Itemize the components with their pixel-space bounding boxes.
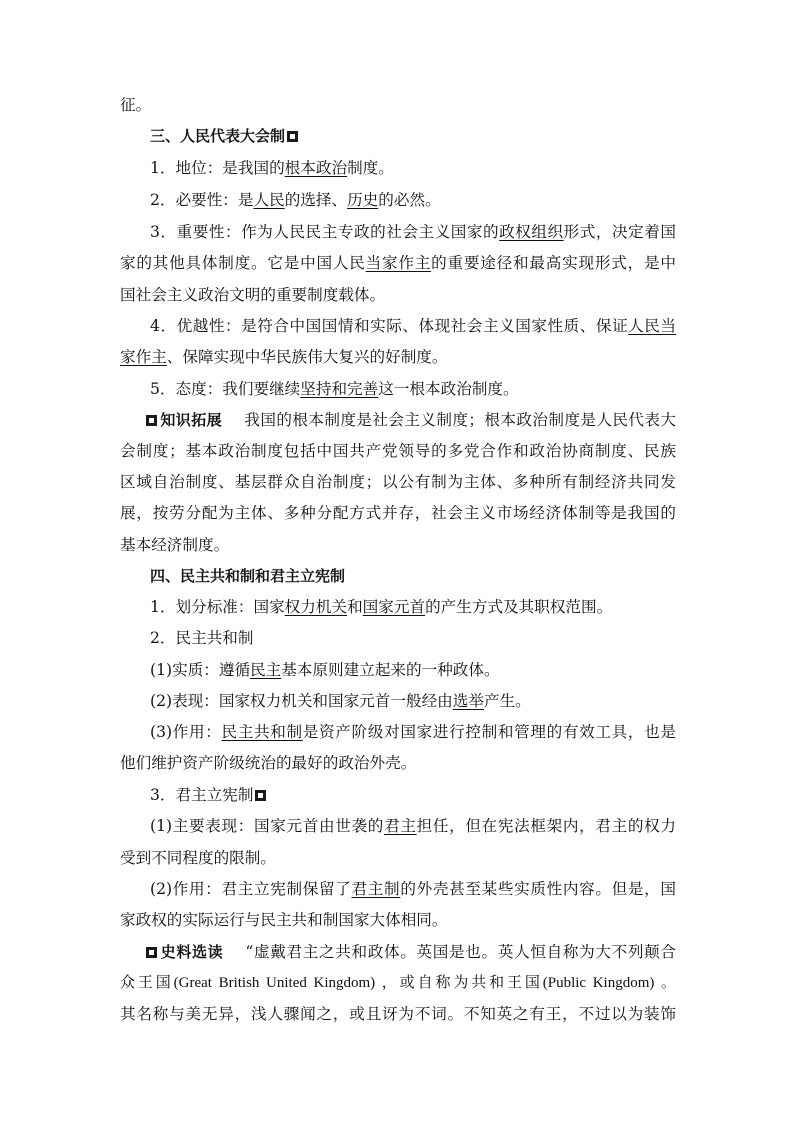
text-segment: 基本原则建立起来的一种政体。	[281, 661, 500, 679]
square-marker-icon	[146, 947, 157, 958]
heading-text: 四、民主共和制和君主立宪制	[150, 567, 346, 585]
text-segment: 1．地位：是我国的	[150, 159, 285, 177]
text-segment: 会制度；基本政治制度包括中国共产党领导的多党合作和政治协商制度、民族	[120, 442, 676, 460]
text-line	[120, 968, 676, 998]
square-marker-icon	[146, 415, 157, 426]
underlined-keyword: 家作主	[120, 348, 167, 366]
text-segment: 众王国(Great British United Kingdom) ，或自称为共和王国(Public Kingdom) 。	[120, 975, 676, 991]
text-segment: 是资产阶级对国家进行控制和管理的有效工具，也是	[302, 723, 676, 741]
text-line	[120, 748, 676, 778]
text-segment: 展，按劳分配为主体、多种分配方式并存，社会主义市场经济体制等是我国的	[120, 504, 676, 522]
text-segment: 家的其他具体制度。它是中国人民	[120, 254, 366, 272]
text-line	[150, 655, 676, 685]
text-segment: (3)作用：	[150, 723, 222, 741]
underlined-keyword: 君主制	[351, 880, 401, 898]
text-segment: 国社会主义政治文明的重要制度载体。	[120, 286, 386, 304]
underlined-keyword: 根本政治	[284, 159, 348, 177]
text-segment: 的重要途径和最高实现形式，是中	[431, 254, 676, 272]
text-segment: (2)作用：君主立宪制保留了	[150, 880, 352, 898]
text-segment: 形式，决定着国	[563, 223, 676, 241]
text-line	[150, 217, 676, 247]
underlined-keyword: 民主共和制	[221, 723, 303, 741]
text-segment: 基本经济制度。	[120, 536, 230, 554]
text-line	[120, 498, 676, 528]
text-line	[120, 999, 676, 1029]
underlined-keyword: 当家作主	[365, 254, 432, 272]
text-segment: 区域自治制度、基层群众自治制度；以公有制为主体、多种所有制经济共同发	[120, 473, 676, 491]
underlined-keyword: 政权组织	[499, 223, 564, 241]
underlined-keyword: 人民当	[628, 317, 676, 335]
underlined-keyword: 民主	[250, 661, 282, 679]
text-line	[120, 280, 676, 310]
subheading-line	[150, 780, 676, 810]
text-segment: 和	[347, 598, 363, 616]
underlined-keyword: 历史	[347, 191, 379, 209]
text-segment: 产生。	[483, 692, 531, 710]
text-segment: 我国的根本制度是社会主义制度；根本政治制度是人民代表大	[244, 411, 676, 429]
text-segment: “虚戴君主之共和政体。英国是也。英人恒自称为大不列颠合	[245, 943, 676, 961]
text-line	[150, 874, 676, 904]
square-marker-icon	[287, 131, 298, 142]
text-line	[120, 90, 676, 120]
text-segment: 1．划分标准：国家	[150, 598, 285, 616]
underlined-keyword: 权力机关	[284, 598, 348, 616]
text-segment: 的选择、	[284, 191, 348, 209]
underlined-keyword: 选举	[452, 692, 484, 710]
text-segment: 担任，但在宪法框架内，君主的权力	[416, 817, 676, 835]
text-line	[120, 248, 676, 278]
heading-text: 三、人民代表大会制	[150, 127, 286, 145]
section-heading-3	[150, 121, 676, 151]
text-segment: 其名称与美无异，浅人骤闻之，或且讶为不词。不知英之有王，不过以为装饰	[120, 1005, 676, 1023]
text-line	[150, 811, 676, 841]
text-segment: 3．君主立宪制	[150, 786, 254, 804]
text-line	[150, 623, 676, 653]
text-line	[120, 530, 676, 560]
text-segment: (1)主要表现：国家元首由世袭的	[150, 817, 385, 835]
text-segment: 2．民主共和制	[150, 629, 254, 647]
underlined-keyword: 君主	[384, 817, 417, 835]
text-line	[120, 843, 676, 873]
knowledge-extension-line	[146, 405, 676, 435]
underlined-keyword: 国家元首	[362, 598, 426, 616]
text-segment: 征。	[120, 96, 152, 114]
text-line	[150, 185, 676, 215]
underlined-keyword: 坚持和完善	[300, 380, 379, 398]
text-segment: 2．必要性：是	[150, 191, 254, 209]
text-segment: 家政权的实际运行与民主共和制国家大体相同。	[120, 911, 448, 929]
text-segment: (1)实质：遵循	[150, 661, 251, 679]
text-segment: 的产生方式及其职权范围。	[425, 598, 613, 616]
text-line	[150, 592, 676, 622]
text-line	[120, 342, 676, 372]
text-segment: 4．优越性：是符合中国国情和实际、体现社会主义国家性质、保证	[150, 317, 629, 335]
text-line	[150, 311, 676, 341]
text-segment: 、保障实现中华民族伟大复兴的好制度。	[166, 348, 448, 366]
text-segment: 受到不同程度的限制。	[120, 849, 276, 867]
text-line	[150, 153, 676, 183]
square-marker-icon	[255, 790, 266, 801]
text-line	[120, 436, 676, 466]
text-segment: 3．重要性：作为人民民主专政的社会主义国家的	[150, 223, 500, 241]
text-segment: 他们维护资产阶级统治的最好的政治外壳。	[120, 754, 417, 772]
historical-reading-line	[146, 937, 676, 967]
text-line	[150, 686, 676, 716]
text-segment: 的外壳甚至某些实质性内容。但是，国	[400, 880, 676, 898]
text-line	[120, 905, 676, 935]
underlined-keyword: 人民	[253, 191, 285, 209]
text-segment: 制度。	[347, 159, 394, 177]
text-line	[120, 467, 676, 497]
knowledge-extension-tag: 知识拓展	[160, 411, 223, 429]
text-segment: 这一根本政治制度。	[378, 380, 519, 398]
text-segment: (2)表现：国家权力机关和国家元首一般经由	[150, 692, 453, 710]
text-line	[150, 717, 676, 747]
section-heading-4	[150, 561, 676, 591]
text-segment: 的必然。	[378, 191, 441, 209]
historical-reading-tag: 史料选读	[160, 943, 224, 961]
text-line	[150, 374, 676, 404]
text-segment: 5．态度：我们要继续	[150, 380, 301, 398]
